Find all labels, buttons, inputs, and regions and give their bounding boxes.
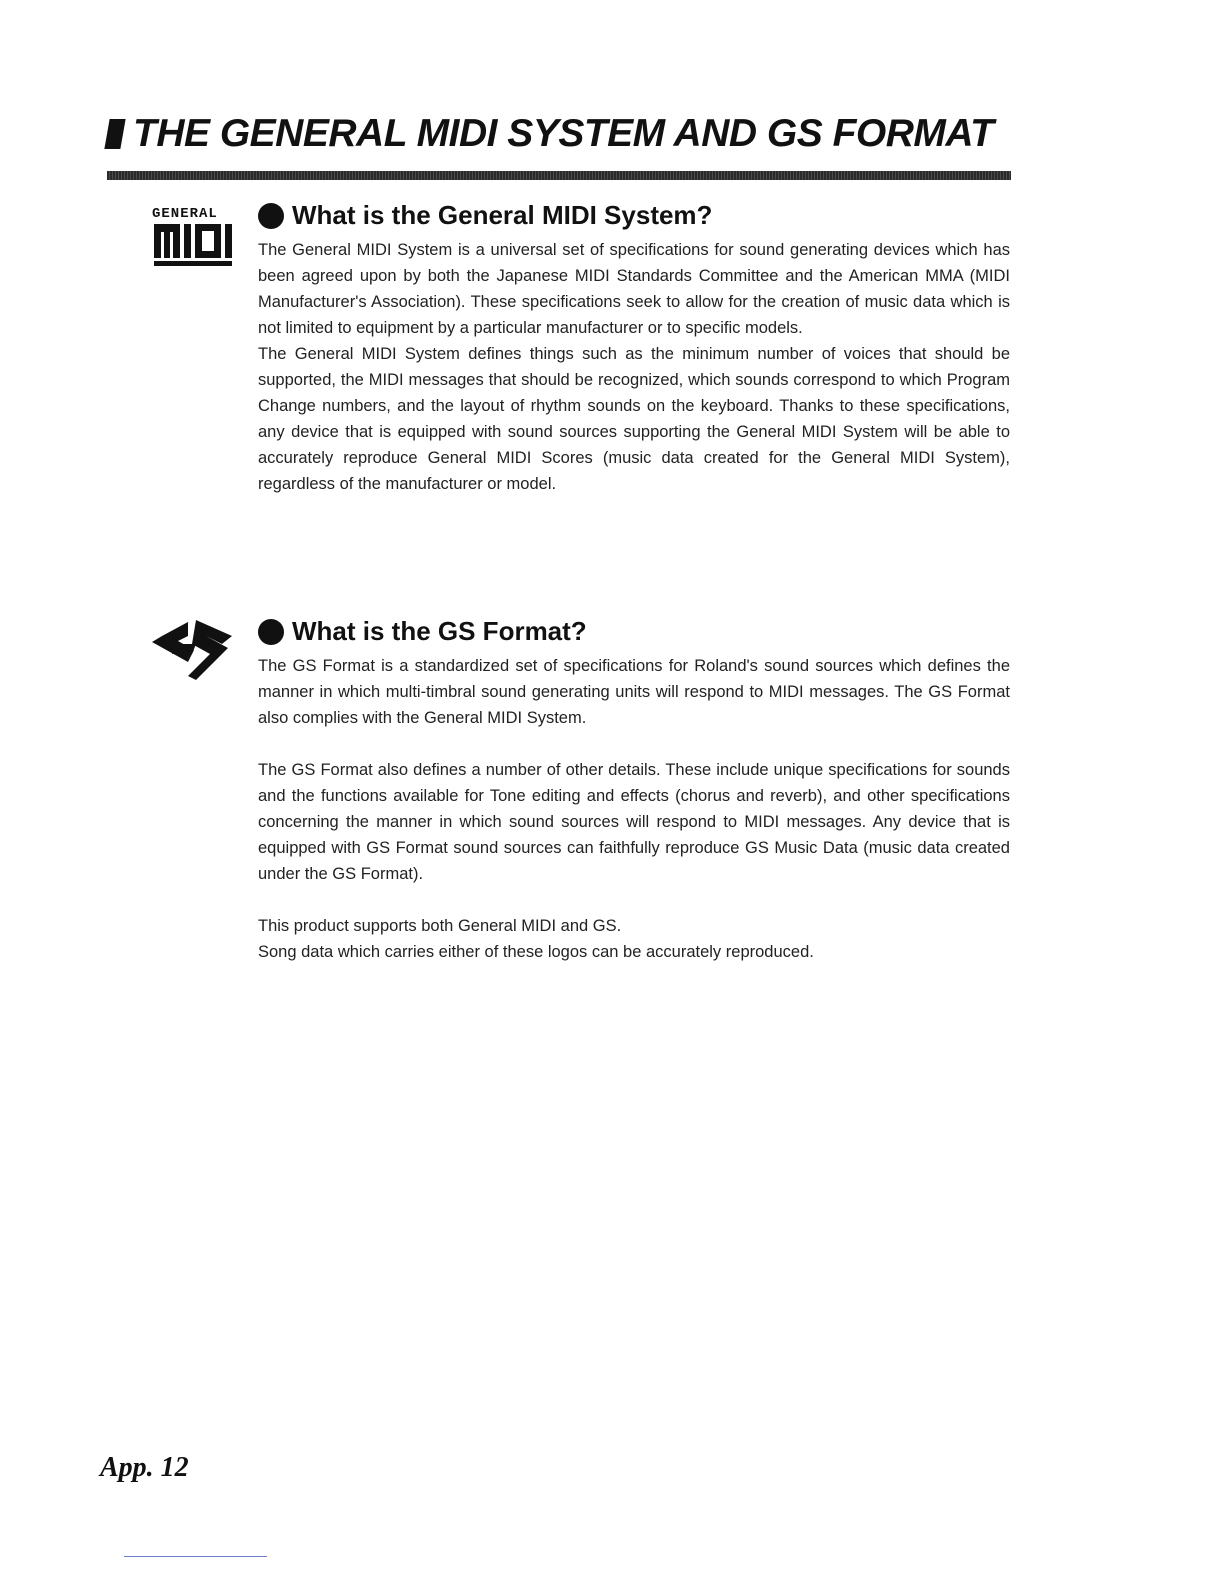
gs-paragraph-4: Song data which carries either of these logos can be accurately reproduced. [258,943,814,961]
svg-text:GENERAL: GENERAL [152,206,218,222]
gs-paragraph-3: This product supports both General MIDI and GS. [258,917,622,935]
section-heading-gs [258,616,1010,647]
section-heading-gs-text: What is the GS Format? [292,616,587,646]
title-square-marker [104,119,125,149]
spacer [258,887,1010,913]
page-title [107,112,993,156]
section-gs-format [258,616,1010,965]
general-midi-logo [152,204,238,271]
section-general-midi [258,200,1010,497]
gm-paragraph-1: The General MIDI System is a universal set of specifications for sound generating devices which has been agreed upon by both the Japanese MIDI Standards Committee and the American MMA (MIDI Manufacturer's Association). These specifications seek to allow for the creation of music data which is not limited to equipment by a particular manufacturer or to specific models. [258,241,1010,337]
bullet-icon [258,619,284,645]
bullet-icon [258,203,284,229]
gs-format-logo [148,614,234,689]
title-rule [107,171,1011,180]
section-heading-gm [258,200,1010,231]
page-number: App. 12 [100,1452,189,1483]
gm-paragraph-2: The General MIDI System defines things such as the minimum number of voices that should be supported, the MIDI messages that should be recognized, which sounds correspond to which Program Change numbers, and the layout of rhythm sounds on the keyboard. Thanks to these specifications, any device that is equipped with sound sources supporting the General MIDI System will be able to accurately reproduce General MIDI Scores (music data created for the General MIDI System), regardless of the manufacturer or model. [258,345,1010,493]
section-heading-gm-text: What is the General MIDI System? [292,200,713,230]
gs-paragraph-2: The GS Format also defines a number of other details. These include unique specifications for sounds and the functions available for Tone editing and effects (chorus and reverb), and other specifications concerning the manner in which sound sources will respond to MIDI messages. Any device that is equipped with GS Format sound sources can faithfully reproduce GS Music Data (music data created under the GS Format). [258,761,1010,883]
general-midi-logo-icon [152,204,238,266]
bottom-rule [124,1556,267,1557]
gs-paragraph-1: The GS Format is a standardized set of specifications for Roland's sound sources which defines the manner in which multi-timbral sound generating units will respond to MIDI messages. The GS Format also complies with the General MIDI System. [258,657,1010,727]
page-title-text: THE GENERAL MIDI SYSTEM AND GS FORMAT [133,112,994,155]
spacer [258,731,1010,757]
gs-format-logo-icon [148,614,234,684]
